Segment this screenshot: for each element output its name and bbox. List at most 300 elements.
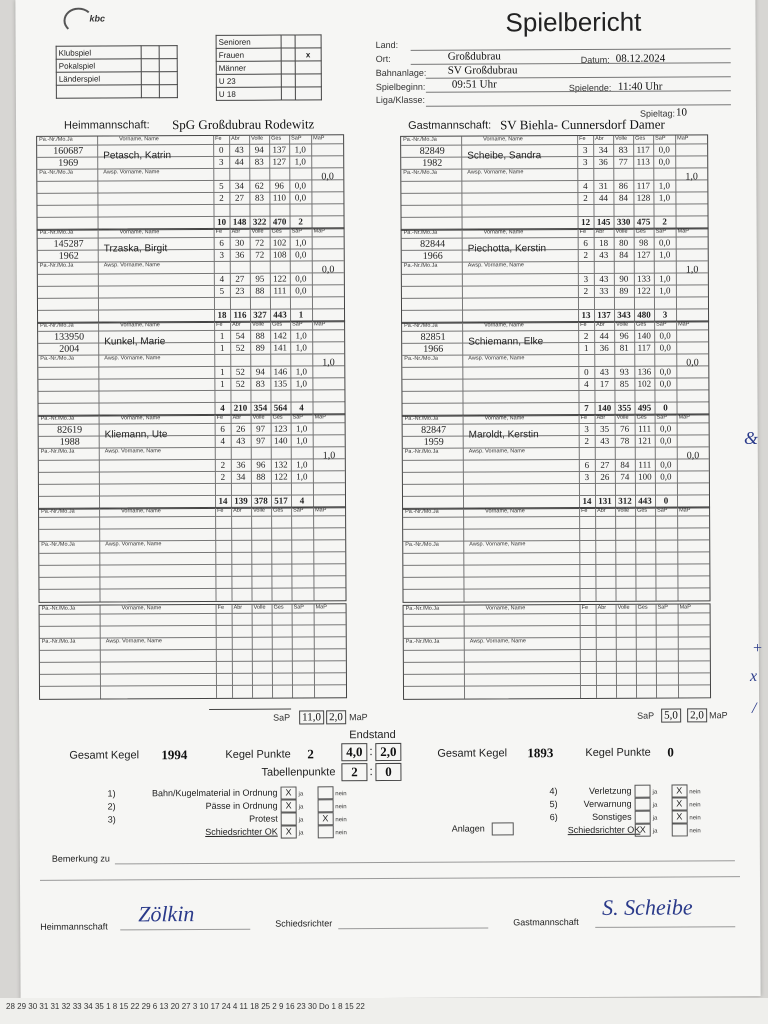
score-cell: 0,0: [295, 273, 307, 284]
total-cell: 145: [596, 216, 611, 227]
total-cell: 13: [581, 309, 591, 320]
col-header: SaP: [291, 135, 302, 142]
col-header: Abr: [232, 414, 242, 421]
score-cell: 3: [583, 273, 589, 284]
guest-sap-label: SaP: [637, 710, 655, 721]
score-cell: 5: [219, 285, 225, 296]
score-cell: 2: [219, 192, 224, 203]
score-cell: 44: [598, 192, 608, 203]
checklist-right: [550, 784, 750, 837]
player-pass-number: 82619: [57, 424, 83, 436]
player-name: Piechotta, Kerstin: [467, 243, 547, 255]
score-cell: 31: [598, 180, 608, 191]
heim-signature: Zölkin: [138, 901, 195, 927]
score-cell: 81: [619, 342, 629, 353]
ja-label: ja: [652, 802, 658, 809]
score-cell: 1,0: [295, 237, 307, 248]
score-cell: 94: [254, 144, 264, 155]
col-header: Fe: [217, 604, 225, 611]
player-name: Schiemann, Elke: [468, 336, 544, 348]
score-cell: 1,0: [296, 459, 308, 470]
player-pass-number: 145287: [53, 238, 84, 250]
col-header: Fe: [216, 414, 224, 421]
score-cell: 2: [220, 459, 226, 470]
score-cell: 76: [620, 423, 630, 434]
score-cell: 127: [272, 156, 287, 167]
checklist-num: 4): [549, 785, 558, 797]
pass-header: Pa.-Nr./Mo.Ja: [39, 229, 74, 236]
col-header: Ges: [271, 228, 282, 235]
total-cell: 495: [637, 402, 652, 413]
score-cell: 102: [637, 378, 652, 389]
score-cell: 1,0: [295, 378, 308, 389]
total-cell: 354: [253, 402, 268, 413]
score-cell: 43: [599, 366, 609, 377]
nein-checkbox[interactable]: [671, 823, 687, 836]
score-cell: 113: [636, 156, 650, 167]
ja-checkbox[interactable]: X: [635, 824, 651, 837]
class-u23: U 23: [216, 74, 281, 87]
checklist-row: [550, 797, 750, 811]
score-cell: 4: [584, 378, 589, 389]
player-map: 0,0: [686, 450, 700, 462]
col-header: Volle: [615, 135, 628, 142]
checklist-row: [550, 810, 750, 824]
logo-text: kbc: [89, 13, 106, 24]
score-cell: 83: [254, 156, 264, 167]
player-name: Trzaska, Birgit: [103, 243, 168, 255]
score-cell: 1: [219, 330, 225, 341]
player-birth-year: 1966: [423, 343, 444, 355]
nein-checkbox[interactable]: X: [671, 784, 687, 797]
score-cell: 89: [255, 342, 265, 353]
home-player-block: [38, 413, 346, 510]
score-cell: 2: [220, 471, 226, 482]
score-cell: 80: [619, 237, 629, 248]
col-header: Ges: [272, 414, 283, 421]
col-header: SaP: [656, 414, 668, 421]
nein-label: nein: [689, 789, 701, 796]
guest-player-block: [401, 320, 709, 417]
col-header: Fe: [581, 604, 589, 611]
player-pass-number: 82851: [420, 331, 446, 343]
score-cell: 30: [235, 237, 245, 248]
heim-sign-label: Heimmannschaft: [40, 921, 108, 932]
checklist-label: Schiedsrichter OK: [205, 826, 278, 837]
score-cell: 142: [273, 330, 287, 341]
nein-checkbox[interactable]: [317, 825, 333, 838]
ja-label: ja: [652, 815, 658, 822]
col-header: Ges: [637, 507, 648, 514]
score-cell: 4: [583, 180, 588, 191]
home-kegel-label: Gesamt Kegel: [69, 749, 140, 762]
score-cell: 117: [636, 144, 650, 155]
total-cell: 148: [232, 216, 247, 227]
pass-header: Pa.-Nr./Mo.Ja: [405, 508, 439, 515]
home-map-total: 2,0: [326, 710, 346, 724]
total-cell: 4: [299, 495, 305, 506]
nein-checkbox[interactable]: X: [671, 797, 687, 810]
score-cell: 117: [637, 342, 651, 353]
score-cell: 111: [638, 423, 652, 434]
score-cell: 3: [584, 423, 589, 434]
score-cell: 1,0: [295, 342, 307, 353]
total-cell: 18: [217, 309, 227, 320]
total-cell: 2: [298, 216, 303, 227]
score-cell: 132: [274, 459, 288, 470]
score-cell: 86: [618, 180, 628, 191]
player-pass-number: 82847: [421, 424, 447, 436]
score-cell: 4: [220, 435, 225, 446]
total-cell: 355: [617, 402, 632, 413]
col-header: SaP: [657, 507, 668, 514]
score-cell: 127: [636, 249, 651, 260]
spieltag-value: 10: [675, 106, 688, 119]
ja-checkbox[interactable]: [635, 798, 651, 811]
col-header: Volle: [615, 228, 628, 235]
score-cell: 23: [235, 285, 245, 296]
score-cell: 135: [273, 378, 288, 389]
checklist-num: 6): [549, 811, 558, 823]
nein-label: nein: [689, 815, 701, 822]
guest-player-block: [400, 134, 708, 231]
ja-checkbox[interactable]: [281, 812, 297, 825]
home-player-block: [38, 506, 346, 603]
subpass-header: Pa.-Nr./Mo.Ja: [40, 448, 75, 455]
score-cell: 95: [255, 273, 265, 284]
guest-punkte-value: 0: [667, 744, 674, 760]
score-cell: 44: [234, 156, 244, 167]
guest-kegel-value: 1893: [527, 745, 554, 761]
score-cell: 52: [235, 342, 245, 353]
score-cell: 43: [234, 144, 244, 155]
subpass-header: Pa.-Nr./Mo.Ja: [404, 355, 438, 362]
name-header: Vorname, Name: [485, 508, 525, 515]
spielende-value: 11:40 Uhr: [617, 80, 663, 93]
liga-label: Liga/Klasse:: [375, 94, 425, 106]
awsp-header: Awsp. Vorname, Name: [103, 262, 160, 269]
score-cell: 36: [236, 459, 246, 470]
class-senioren: Senioren: [216, 35, 281, 48]
score-cell: 17: [599, 378, 609, 389]
gast-sign-label: Gastmannschaft: [513, 917, 579, 928]
col-header: Volle: [252, 321, 265, 328]
pass-header: Pa.-Nr./Mo.Ja: [40, 415, 75, 422]
player-birth-year: 1959: [423, 436, 444, 448]
class-u18: U 18: [216, 87, 281, 100]
score-cell: 52: [235, 378, 245, 389]
player-name: Kliemann, Ute: [104, 429, 168, 441]
score-cell: 1: [220, 378, 225, 389]
checklist-label: Verwarnung: [583, 798, 632, 809]
total-cell: 116: [233, 309, 247, 320]
player-birth-year: 1962: [58, 250, 79, 262]
score-cell: 6: [220, 423, 225, 434]
class-frauen-mark: x: [295, 48, 321, 61]
subpass-header: Pa.-Nr./Mo.Ja: [405, 541, 439, 548]
nein-checkbox[interactable]: X: [671, 810, 687, 823]
total-cell: 14: [218, 495, 228, 506]
home-sap-total: 11,0: [299, 710, 324, 724]
ja-checkbox[interactable]: X: [281, 825, 297, 838]
score-cell: 96: [619, 330, 629, 341]
name-header: Vorname, Name: [121, 605, 162, 612]
col-header: Abr: [233, 507, 242, 514]
player-pass-number: 160687: [53, 145, 84, 157]
ja-label: ja: [298, 817, 304, 824]
guest-punkte-label: Kegel Punkte: [585, 746, 651, 759]
score-cell: 34: [236, 471, 246, 482]
player-pass-number: 82849: [419, 145, 445, 157]
col-header: MaP: [679, 604, 691, 611]
score-cell: 146: [273, 366, 288, 377]
col-header: Volle: [253, 507, 266, 514]
score-cell: 52: [235, 366, 245, 377]
col-header: Fe: [217, 507, 224, 514]
nein-label: nein: [335, 830, 347, 837]
col-header: MaP: [678, 414, 690, 421]
score-cell: 83: [254, 192, 264, 203]
score-cell: 6: [583, 237, 588, 248]
score-cell: 111: [273, 285, 287, 296]
subpass-header: Pa.-Nr./Mo.Ja: [40, 355, 74, 362]
col-header: SaP: [293, 507, 304, 514]
col-header: Abr: [231, 135, 240, 142]
score-cell: 3: [219, 249, 225, 260]
player-birth-year: 1982: [422, 157, 443, 169]
score-cell: 2: [583, 249, 589, 260]
score-cell: 1: [583, 342, 589, 353]
col-header: Abr: [595, 135, 604, 142]
score-cell: 93: [619, 366, 629, 377]
col-header: Abr: [596, 321, 605, 328]
col-header: Fe: [580, 414, 588, 421]
ja-label: ja: [298, 830, 304, 837]
match-type-box: [56, 45, 178, 99]
score-cell: 1,0: [295, 330, 307, 341]
score-cell: 0,0: [659, 366, 671, 377]
guest-map-total: 2,0: [687, 708, 707, 722]
nein-label: nein: [335, 817, 347, 824]
spieltag-label: Spieltag:: [639, 108, 676, 119]
score-cell: 2: [583, 330, 589, 341]
total-cell: 3: [662, 309, 668, 320]
score-cell: 0,0: [659, 342, 671, 353]
ja-label: ja: [652, 828, 658, 835]
name-header: Vorname, Name: [483, 229, 524, 236]
score-cell: 27: [234, 192, 244, 203]
total-cell: 343: [617, 309, 631, 320]
col-header: MaP: [314, 414, 326, 421]
awsp-header: Awsp. Vorname, Name: [469, 638, 526, 645]
score-cell: 0,0: [660, 459, 672, 470]
col-header: Volle: [251, 135, 264, 142]
player-map: 0,0: [321, 264, 335, 276]
spielbeginn-label: Spielbeginn:: [375, 81, 426, 93]
score-cell: 1,0: [296, 435, 308, 446]
pass-header: Pa.-Nr./Mo.Ja: [404, 322, 438, 329]
score-cell: 77: [618, 156, 628, 167]
nein-label: nein: [689, 802, 701, 809]
checklist-label: Pässe in Ordnung: [205, 800, 278, 811]
name-header: Vorname, Name: [120, 415, 161, 422]
score-cell: 0,0: [659, 378, 672, 389]
score-sheet: kbc Spielbericht Klubspiel Pokalspiel Länderspiel Senioren Frauen x Männer U 23 U 18 Land: Ort: Großdubrau Datum: 08.12.2024 Bahnanlage: SV Großdubrau Spielbeginn: 09:51 Uhr Spielende: 11:40 Uhr Liga/Klasse: Spieltag: 10 Heimmannschaft: SpG Großdubrau Rodewitz Gastmannschaft: SV Biehla- Cunnersdorf Damer Pa.-Nr./Mo.Ja Vorname, Name Fe Abr Volle Ges SaP MaP Pa.-Nr./Mo.Ja Awsp. Vorname, Name 160687 1969 Petasch, Katrin 0 43 94 137 1,0 3 44 83 127 1,0 5 34 62 96 0,0 2 27 83 110 0,0 10 148 322 470 2 0,0 Pa.-Nr./Mo.Ja Vorname, Name Fe Abr Volle Ges SaP MaP Pa.-Nr./Mo.Ja Awsp. Vorname, Name 145287 1962 Trzaska, Birgit 6 30 72 102 1,0 3 36 72 108 0,0 4 27 95 122 0,0 5 23 88 111 0,0 18 116 327 443 1 0,0 Pa.-Nr./Mo.Ja Vorname, Name Fe Abr Volle Ges SaP MaP Pa.-Nr./Mo.Ja Awsp. Vorname, Name 133950 2004 Kunkel, Marie 1 54 88 142 1,0 1 52 89 141 1,0 1 52 94 146 1,0 1 52 83 135 1,0 4 210 354 564 4 1,0 Pa.-Nr./Mo.Ja Vorname, Name Fe Abr Volle Ges SaP MaP Pa.-Nr./Mo.Ja Awsp. Vorname, Name 82619 1988 Kliemann, Ute 6 26 97 123 1,0 4 43 97 140 1,0 2 36 96 132 1,0 2 34 88 122 1,0 14 139 378 517 4 1,0 Pa.-Nr./Mo.Ja Vorname, Name Fe Abr Volle Ges SaP MaP Pa.-Nr./Mo.Ja Awsp. Vorname, Name Pa.-Nr./Mo.Ja Vorname, Name Fe Abr Volle Ges SaP MaP Pa.-Nr./Mo.Ja Awsp. Vorname, Name Pa.-Nr./Mo.Ja Vorname, Name Fe Abr Volle Ges SaP MaP Pa.-Nr./Mo.Ja Awsp. Vorname, Name 82849 1982 Scheibe, Sandra 3 34 83 117 0,0 3 36 77 113 0,0 4 31 86 117 1,0 2 44 84 128 1,0 12 145 330 475 2 1,0 Pa.-Nr./Mo.Ja Vorname, Name Fe Abr Volle Ges SaP MaP Pa.-Nr./Mo.Ja Awsp. Vorname, Name 82844 1966 Piechotta, Kerstin 6 18 80 98 0,0 2 43 84 127 1,0 3 43 90 133 1,0 2 33 89 122 1,0 13 137 343 480 3 1,0 Pa.-Nr./Mo.Ja Vorname, Name Fe Abr Volle Ges SaP MaP Pa.-Nr./Mo.Ja Awsp. Vorname, Name 82851 1966 Schiemann, Elke 2 44 96 140 0,0 1 36 81 117 0,0 0 43 93 136 0,0 4 17 85 102 0,0 7 140 355 495 0 0,0 Pa.-Nr./Mo.Ja Vorname, Name Fe Abr Volle Ges SaP MaP Pa.-Nr./Mo.Ja Awsp. Vorname, Name 82847 1959 Maroldt, Kerstin 3 35 76 111 0,0 2 43 78 121 0,0 6 27 84 111 0,0 3 26 74 100 0,0 14 131 312 443 0 0,0 Pa.-Nr./Mo.Ja Vorname, Name Fe Abr Volle Ges SaP MaP Pa.-Nr./Mo.Ja Awsp. Vorname, Name Pa.-Nr./Mo.Ja Vorname, Name Fe Abr Volle Ges SaP MaP Pa.-Nr./Mo.Ja Awsp. Vorname, Name SaP 11,0 2,0 MaP SaP 5,0 2,0 MaP Endstand Gesamt Kegel 1994 Kegel Punkte 2 4,0 : 2,0 Gesamt Kegel 1893 Kegel Punkte 0 Tabellenpunkte 2 : 0 1) Bahn/Kugelmaterial in Ordnung X ja nein 2) Pässe in Ordnung X ja nein 3) Protest ja X nein Schiedsrichter OK X ja nein 4) Verletzung ja X nein 5) Verwarnung ja X nein 6) Sonstiges ja X nein Schiedsrichter OKX ja nein Anlagen Bemerkung zu Heimmannschaft Zölkin Schiedsrichter Gastmannschaft S. Scheibe: [15, 0, 760, 1000]
score-cell: 1,0: [295, 423, 308, 434]
name-header: Vorname, Name: [485, 605, 526, 612]
score-cell: 0,0: [658, 144, 670, 155]
score-cell: 122: [637, 285, 651, 296]
score-cell: 84: [618, 192, 628, 203]
score-cell: 0,0: [660, 471, 672, 482]
score-cell: 122: [274, 471, 288, 482]
score-cell: 2: [583, 192, 588, 203]
ja-checkbox[interactable]: X: [281, 799, 297, 812]
score-cell: 0: [584, 366, 589, 377]
total-cell: 470: [272, 216, 287, 227]
player-name: Kunkel, Marie: [104, 336, 166, 348]
score-cell: 34: [234, 180, 244, 191]
col-header: MaP: [313, 135, 325, 142]
subpass-header: Pa.-Nr./Mo.Ja: [39, 262, 74, 269]
spielende-label: Spielende:: [568, 82, 612, 94]
col-header: Ges: [637, 604, 648, 611]
col-header: MaP: [678, 321, 690, 328]
score-cell: 1,0: [296, 471, 308, 482]
col-header: Volle: [252, 414, 265, 421]
col-header: MaP: [677, 135, 689, 142]
col-header: Ges: [272, 321, 283, 328]
score-cell: 1,0: [659, 285, 671, 296]
tabellenpunkte-label: Tabellenpunkte: [261, 766, 336, 779]
col-header: Volle: [617, 604, 630, 611]
total-cell: 7: [584, 402, 589, 413]
col-header: Fe: [215, 135, 222, 142]
score-cell: 84: [620, 459, 630, 470]
player-map: 0,0: [321, 171, 334, 183]
score-cell: 36: [598, 156, 608, 167]
bahnanlage-value: SV Großdubrau: [447, 64, 518, 77]
col-header: MaP: [315, 507, 327, 514]
nein-checkbox[interactable]: [317, 799, 333, 812]
col-header: Ges: [273, 507, 284, 514]
total-cell: 0: [663, 495, 669, 506]
score-cell: 3: [582, 156, 588, 167]
home-player-block: [36, 134, 344, 231]
awsp-header: Awsp. Vorname, Name: [105, 638, 162, 645]
bemerkung-label: Bemerkung zu: [51, 853, 110, 864]
score-cell: 2: [584, 435, 589, 446]
total-cell: 14: [582, 495, 592, 506]
score-cell: 43: [236, 435, 246, 446]
page-title: Spielbericht: [505, 6, 642, 38]
home-punkte-value: 2: [307, 746, 314, 762]
score-cell: 111: [638, 459, 652, 470]
subpass-header: Pa.-Nr./Mo.Ja: [403, 169, 437, 176]
score-cell: 136: [637, 366, 652, 377]
nein-label: nein: [335, 804, 347, 811]
total-cell: 12: [581, 216, 591, 227]
age-class-box: [216, 34, 322, 101]
col-header: SaP: [657, 604, 668, 611]
checklist-row: [550, 823, 750, 837]
player-name: Scheibe, Sandra: [467, 150, 542, 162]
total-cell: 475: [636, 216, 651, 227]
gast-signature: S. Scheibe: [602, 894, 693, 920]
score-cell: 1: [220, 366, 225, 377]
player-map: 0,0: [686, 357, 699, 369]
total-cell: 480: [637, 309, 651, 320]
score-cell: 122: [273, 273, 287, 284]
ja-checkbox[interactable]: [635, 811, 651, 824]
col-header: SaP: [655, 228, 667, 235]
class-maenner: Männer: [216, 61, 281, 74]
score-cell: 43: [599, 273, 609, 284]
anlagen-label: Anlagen: [451, 823, 485, 834]
col-header: SaP: [655, 135, 666, 142]
calendar-strip: [0, 998, 768, 1024]
checklist-label: Schiedsrichter OK: [567, 824, 641, 835]
score-cell: 117: [636, 180, 650, 191]
score-cell: 88: [256, 471, 266, 482]
nein-checkbox[interactable]: X: [317, 812, 333, 825]
checklist-num: 1): [107, 788, 116, 799]
score-cell: 100: [638, 471, 652, 482]
total-cell: 139: [234, 495, 248, 506]
tabelle-home: 2: [341, 763, 367, 781]
ja-checkbox[interactable]: X: [281, 786, 297, 799]
score-cell: 89: [619, 285, 629, 296]
col-header: MaP: [314, 321, 326, 328]
home-player-block: [37, 320, 345, 417]
nein-checkbox[interactable]: [317, 786, 333, 799]
score-cell: 88: [255, 330, 265, 341]
col-header: Ges: [635, 135, 646, 142]
col-header: SaP: [292, 414, 303, 421]
home-team-name: SpG Großdubrau Rodewitz: [172, 116, 315, 133]
score-cell: 26: [600, 471, 610, 482]
awsp-header: Awsp. Vorname, Name: [469, 541, 526, 548]
kbc-logo: [63, 7, 123, 33]
player-birth-year: 2004: [59, 343, 80, 355]
anlagen-checkbox[interactable]: [492, 822, 514, 835]
checklist-label: Verletzung: [588, 785, 632, 796]
col-header: SaP: [291, 228, 303, 235]
col-header: Abr: [597, 507, 606, 514]
guest-player-block: [403, 603, 711, 700]
score-cell: 74: [620, 471, 630, 482]
score-cell: 33: [599, 285, 609, 296]
total-cell: 327: [253, 309, 267, 320]
checklist-row: [108, 825, 378, 839]
guest-map-label: MaP: [709, 710, 728, 721]
checklist-label: Bahn/Kugelmaterial in Ordnung: [151, 787, 278, 799]
side-mark-3: x: [750, 668, 758, 685]
score-cell: 36: [599, 342, 609, 353]
score-cell: 98: [639, 237, 649, 248]
score-cell: 35: [600, 423, 610, 434]
home-player-block: [39, 603, 347, 700]
score-cell: 97: [256, 423, 266, 434]
ja-checkbox[interactable]: [635, 785, 651, 798]
pass-header: Pa.-Nr./Mo.Ja: [40, 322, 74, 329]
nein-label: nein: [335, 791, 347, 798]
col-header: Abr: [232, 321, 241, 328]
score-cell: 43: [600, 435, 610, 446]
checklist-num: 3): [107, 814, 116, 825]
ort-label: Ort:: [375, 53, 391, 65]
col-header: Abr: [595, 228, 605, 235]
